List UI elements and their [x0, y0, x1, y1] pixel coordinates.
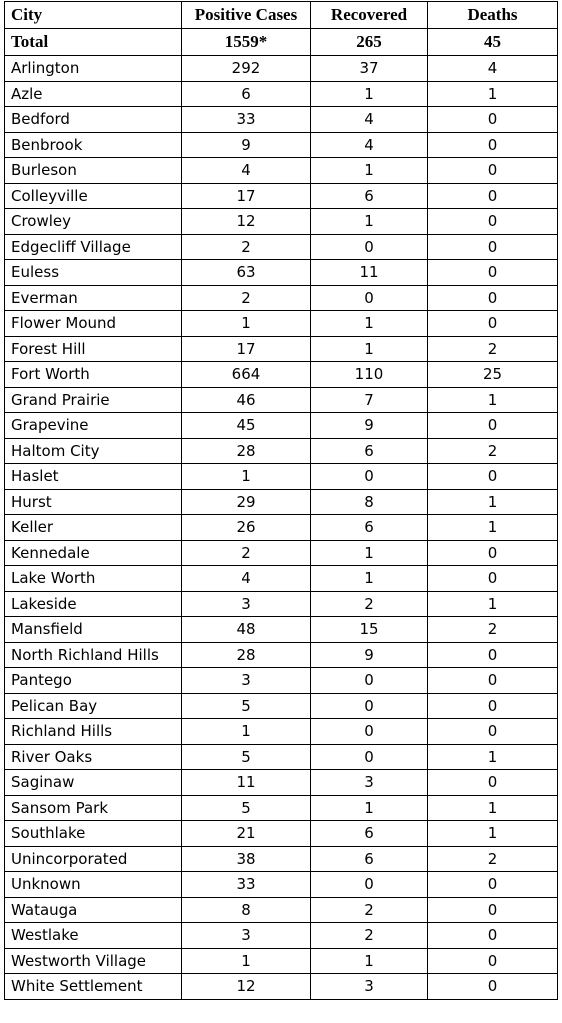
total-cases: 1559*: [182, 29, 311, 56]
city-cell: Unknown: [5, 872, 182, 898]
city-cell: Watauga: [5, 897, 182, 923]
deaths-cell: 1: [428, 387, 558, 413]
deaths-cell: 2: [428, 846, 558, 872]
table-row: [5, 821, 558, 847]
city-cell: Burleson: [5, 158, 182, 184]
total-label: Total: [5, 29, 182, 56]
city-cell: Euless: [5, 260, 182, 286]
cases-cell: 11: [182, 770, 311, 796]
table-row: [5, 132, 558, 158]
table-row: [5, 234, 558, 260]
city-cell: Pelican Bay: [5, 693, 182, 719]
recovered-cell: 6: [311, 846, 428, 872]
city-cell: Fort Worth: [5, 362, 182, 388]
table-row: [5, 413, 558, 439]
recovered-cell: 1: [311, 81, 428, 107]
recovered-cell: 9: [311, 413, 428, 439]
cases-cell: 12: [182, 209, 311, 235]
cases-cell: 292: [182, 56, 311, 82]
city-cell: Kennedale: [5, 540, 182, 566]
city-cell: Westlake: [5, 923, 182, 949]
deaths-cell: 0: [428, 285, 558, 311]
table-row: [5, 948, 558, 974]
cases-cell: 5: [182, 795, 311, 821]
city-cell: White Settlement: [5, 974, 182, 1000]
deaths-cell: 0: [428, 668, 558, 694]
recovered-cell: 6: [311, 183, 428, 209]
city-cell: River Oaks: [5, 744, 182, 770]
table-row: [5, 923, 558, 949]
recovered-cell: 0: [311, 744, 428, 770]
table-row: [5, 897, 558, 923]
recovered-cell: 6: [311, 438, 428, 464]
deaths-cell: 25: [428, 362, 558, 388]
cases-cell: 6: [182, 81, 311, 107]
deaths-cell: 2: [428, 617, 558, 643]
cases-cell: 38: [182, 846, 311, 872]
deaths-cell: 0: [428, 719, 558, 745]
cases-cell: 63: [182, 260, 311, 286]
deaths-cell: 0: [428, 183, 558, 209]
deaths-cell: 0: [428, 540, 558, 566]
recovered-cell: 2: [311, 923, 428, 949]
cases-cell: 1: [182, 464, 311, 490]
deaths-cell: 0: [428, 566, 558, 592]
city-cell: North Richland Hills: [5, 642, 182, 668]
table-row: [5, 285, 558, 311]
recovered-cell: 1: [311, 540, 428, 566]
header-positive-cases: Positive Cases: [182, 2, 311, 29]
cases-cell: 46: [182, 387, 311, 413]
city-cell: Arlington: [5, 56, 182, 82]
recovered-cell: 37: [311, 56, 428, 82]
cases-cell: 3: [182, 668, 311, 694]
deaths-cell: 0: [428, 693, 558, 719]
city-cell: Bedford: [5, 107, 182, 133]
city-cell: Lakeside: [5, 591, 182, 617]
deaths-cell: 0: [428, 413, 558, 439]
deaths-cell: 2: [428, 336, 558, 362]
deaths-cell: 2: [428, 438, 558, 464]
cases-cell: 4: [182, 566, 311, 592]
deaths-cell: 0: [428, 464, 558, 490]
recovered-cell: 0: [311, 668, 428, 694]
cases-cell: 1: [182, 948, 311, 974]
header-deaths: Deaths: [428, 2, 558, 29]
city-cell: Keller: [5, 515, 182, 541]
city-cell: Edgecliff Village: [5, 234, 182, 260]
deaths-cell: 4: [428, 56, 558, 82]
cases-cell: 2: [182, 285, 311, 311]
city-cell: Benbrook: [5, 132, 182, 158]
recovered-cell: 6: [311, 515, 428, 541]
recovered-cell: 6: [311, 821, 428, 847]
table-row: [5, 183, 558, 209]
cases-cell: 28: [182, 438, 311, 464]
deaths-cell: 1: [428, 489, 558, 515]
recovered-cell: 0: [311, 693, 428, 719]
table-row: [5, 974, 558, 1000]
deaths-cell: 0: [428, 132, 558, 158]
city-cell: Unincorporated: [5, 846, 182, 872]
recovered-cell: 1: [311, 566, 428, 592]
cases-cell: 26: [182, 515, 311, 541]
cases-cell: 5: [182, 693, 311, 719]
cases-cell: 33: [182, 107, 311, 133]
recovered-cell: 1: [311, 311, 428, 337]
table-row: [5, 81, 558, 107]
city-cell: Colleyville: [5, 183, 182, 209]
cases-cell: 2: [182, 234, 311, 260]
deaths-cell: 0: [428, 897, 558, 923]
recovered-cell: 11: [311, 260, 428, 286]
table-row: [5, 617, 558, 643]
table-row: [5, 719, 558, 745]
city-cell: Forest Hill: [5, 336, 182, 362]
deaths-cell: 1: [428, 821, 558, 847]
recovered-cell: 1: [311, 336, 428, 362]
deaths-cell: 1: [428, 744, 558, 770]
city-cell: Flower Mound: [5, 311, 182, 337]
table-row: [5, 260, 558, 286]
city-cell: Grand Prairie: [5, 387, 182, 413]
cases-cell: 8: [182, 897, 311, 923]
cases-cell: 17: [182, 336, 311, 362]
cases-cell: 17: [182, 183, 311, 209]
table-row: [5, 158, 558, 184]
deaths-cell: 0: [428, 107, 558, 133]
recovered-cell: 4: [311, 107, 428, 133]
header-city: City: [5, 2, 182, 29]
header-recovered: Recovered: [311, 2, 428, 29]
table-row: [5, 566, 558, 592]
city-cell: Richland Hills: [5, 719, 182, 745]
table-row: [5, 515, 558, 541]
city-cell: Lake Worth: [5, 566, 182, 592]
cases-cell: 1: [182, 719, 311, 745]
city-cell: Hurst: [5, 489, 182, 515]
table-row: [5, 209, 558, 235]
recovered-cell: 9: [311, 642, 428, 668]
recovered-cell: 3: [311, 974, 428, 1000]
deaths-cell: 1: [428, 591, 558, 617]
table-row: [5, 336, 558, 362]
table-row: [5, 668, 558, 694]
city-cell: Sansom Park: [5, 795, 182, 821]
header-row: [5, 2, 558, 29]
recovered-cell: 8: [311, 489, 428, 515]
cases-cell: 29: [182, 489, 311, 515]
recovered-cell: 1: [311, 158, 428, 184]
table-row: [5, 107, 558, 133]
table-row: [5, 56, 558, 82]
city-cell: Everman: [5, 285, 182, 311]
table-row: [5, 387, 558, 413]
deaths-cell: 0: [428, 770, 558, 796]
deaths-cell: 0: [428, 923, 558, 949]
deaths-cell: 1: [428, 795, 558, 821]
recovered-cell: 0: [311, 234, 428, 260]
deaths-cell: 0: [428, 974, 558, 1000]
recovered-cell: 0: [311, 872, 428, 898]
table-row: [5, 846, 558, 872]
recovered-cell: 0: [311, 464, 428, 490]
recovered-cell: 7: [311, 387, 428, 413]
cases-table: [4, 1, 558, 1000]
recovered-cell: 2: [311, 591, 428, 617]
cases-cell: 45: [182, 413, 311, 439]
cases-cell: 28: [182, 642, 311, 668]
recovered-cell: 0: [311, 719, 428, 745]
total-recovered: 265: [311, 29, 428, 56]
cases-cell: 3: [182, 591, 311, 617]
city-cell: Mansfield: [5, 617, 182, 643]
deaths-cell: 0: [428, 158, 558, 184]
city-cell: Pantego: [5, 668, 182, 694]
recovered-cell: 1: [311, 948, 428, 974]
recovered-cell: 0: [311, 285, 428, 311]
table-row: [5, 489, 558, 515]
recovered-cell: 110: [311, 362, 428, 388]
city-cell: Westworth Village: [5, 948, 182, 974]
recovered-cell: 1: [311, 209, 428, 235]
city-cell: Saginaw: [5, 770, 182, 796]
cases-cell: 3: [182, 923, 311, 949]
table-row: [5, 744, 558, 770]
table-row: [5, 872, 558, 898]
cases-cell: 1: [182, 311, 311, 337]
deaths-cell: 0: [428, 872, 558, 898]
recovered-cell: 1: [311, 795, 428, 821]
table-row: [5, 362, 558, 388]
table-row: [5, 693, 558, 719]
city-cell: Grapevine: [5, 413, 182, 439]
deaths-cell: 1: [428, 81, 558, 107]
deaths-cell: 1: [428, 515, 558, 541]
deaths-cell: 0: [428, 260, 558, 286]
deaths-cell: 0: [428, 209, 558, 235]
total-row: [5, 29, 558, 56]
table-row: [5, 311, 558, 337]
city-cell: Haslet: [5, 464, 182, 490]
city-cell: Crowley: [5, 209, 182, 235]
deaths-cell: 0: [428, 234, 558, 260]
cases-cell: 48: [182, 617, 311, 643]
table-row: [5, 464, 558, 490]
cases-cell: 5: [182, 744, 311, 770]
table-row: [5, 591, 558, 617]
cases-cell: 9: [182, 132, 311, 158]
city-cell: Southlake: [5, 821, 182, 847]
recovered-cell: 2: [311, 897, 428, 923]
cases-cell: 12: [182, 974, 311, 1000]
deaths-cell: 0: [428, 642, 558, 668]
table-row: [5, 642, 558, 668]
city-cell: Azle: [5, 81, 182, 107]
cases-cell: 4: [182, 158, 311, 184]
table-row: [5, 795, 558, 821]
city-cell: Haltom City: [5, 438, 182, 464]
table-row: [5, 438, 558, 464]
total-deaths: 45: [428, 29, 558, 56]
table-row: [5, 540, 558, 566]
deaths-cell: 0: [428, 311, 558, 337]
recovered-cell: 3: [311, 770, 428, 796]
cases-cell: 21: [182, 821, 311, 847]
table-row: [5, 770, 558, 796]
cases-cell: 2: [182, 540, 311, 566]
cases-cell: 33: [182, 872, 311, 898]
cases-cell: 664: [182, 362, 311, 388]
deaths-cell: 0: [428, 948, 558, 974]
recovered-cell: 4: [311, 132, 428, 158]
recovered-cell: 15: [311, 617, 428, 643]
